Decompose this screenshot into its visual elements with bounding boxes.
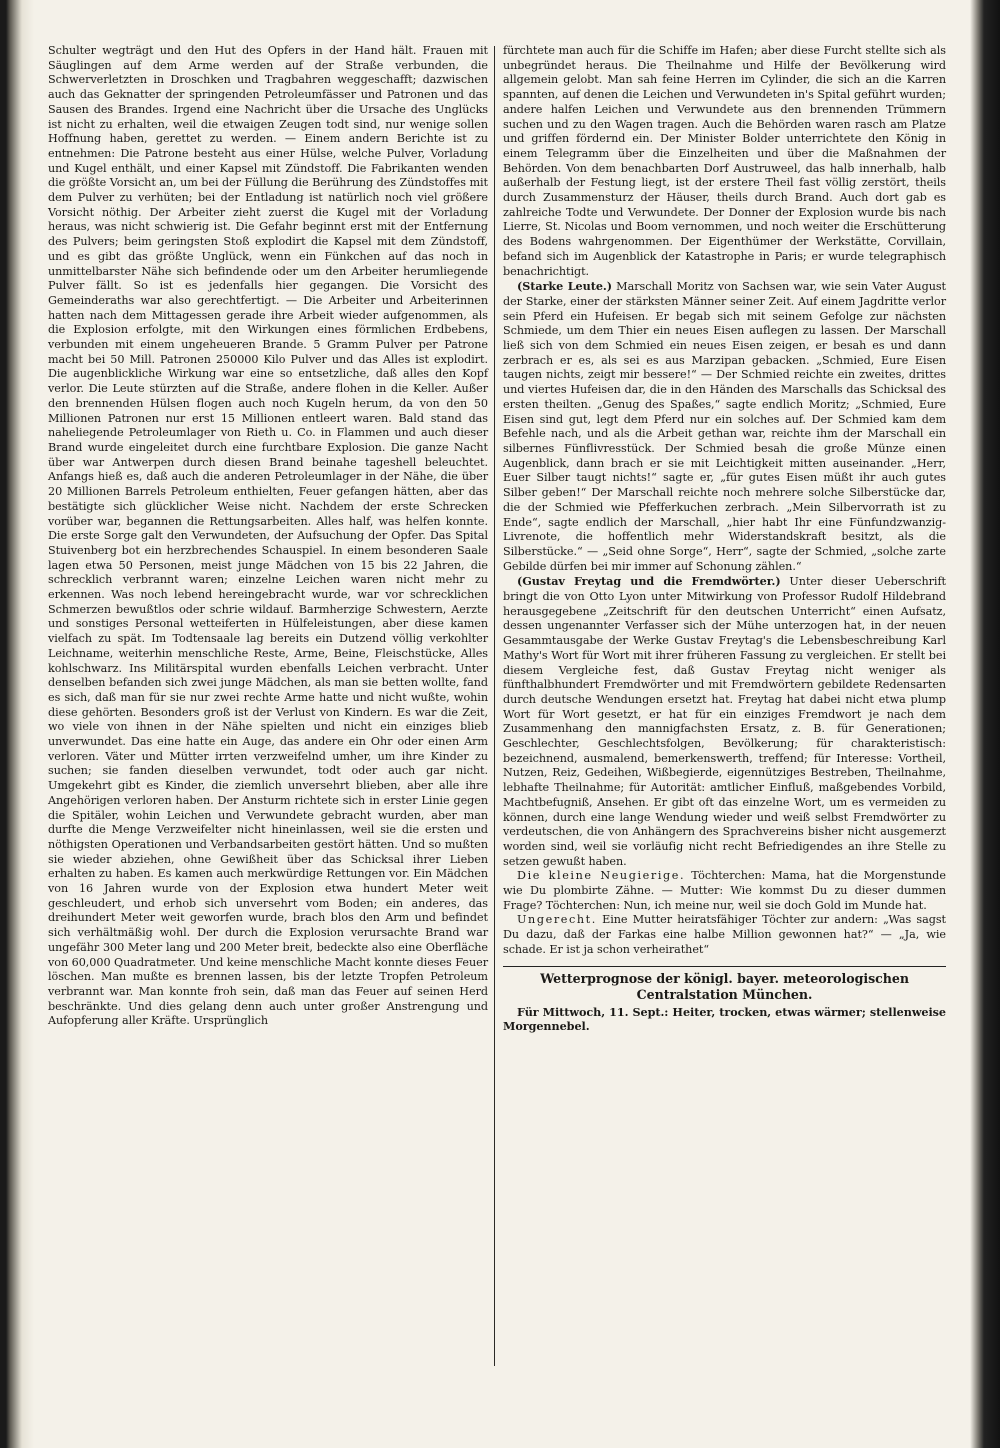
article-heading: (Gustav Freytag und die Fremdwörter.) xyxy=(517,574,781,589)
column-divider xyxy=(494,46,495,1366)
article-freytag-fremdwoerter xyxy=(503,574,946,869)
forecast-description: Heiter, trocken, etwas wärmer; stellenweise Morgennebel. xyxy=(503,1004,946,1034)
article-heading: (Starke Leute.) xyxy=(517,279,612,294)
forecast-title: Wetterprognose der königl. bayer. meteorologischen Centralstation München. xyxy=(540,970,909,1002)
scan-edge-right xyxy=(970,0,1000,1448)
left-column-paragraph: Schulter wegträgt und den Hut des Opfers in der Hand hält. Frauen mit Säuglingen auf dem Arme werden auf der Straße verbunden, die Schwerverletzten in Droschken und Tragbahren weggeschafft; dazwischen auch das Geknatter der springenden Petroleumfässer und Patronen und das Sausen des Brandes. Irgend eine Nachricht über die Ursache des Unglücks ist nicht zu erhalten, weil die etwaigen Zeugen todt sind, nur wenige sollen Hoffnung haben, gerettet zu werden. — Einem andern Berichte ist zu entnehmen: Die Patrone besteht aus einer Hülse, welche Pulver, Vorladung und Kugel enthält, und einer Kapsel mit Zündstoff. Die Fabrikanten wenden die größte Vorsicht an, um bei der Füllung die Berührung des Zündstoffes mit dem Pulver zu verhüten; bei der Entladung ist natürlich noch viel größere Vorsicht nöthig. Der Arbeiter zieht zuerst die Kugel mit der Vorladung heraus, was nicht schwierig ist. Die Gefahr beginnt erst mit der Entfernung des Pulvers; beim geringsten Stoß explodirt die Kapsel mit dem Zündstoff, und es gibt das größte Unglück, wenn ein Fünkchen auf das noch in unmittelbarster Nähe sich befindende oder um den Arbeiter herumliegende Pulver fällt. So ist es jedenfalls hier gegangen. Die Vorsicht des Gemeinderaths war also gerechtfertigt. — Die Arbeiter und Arbeiterinnen hatten nach dem Mittagessen gerade ihre Arbeit wieder aufgenommen, als die Explosion erfolgte, mit den Wirkungen eines förmlichen Erdbebens, verbunden mit einem ungeheueren Brande. 5 Gramm Pulver per Patrone macht bei 50 Mill. Patronen 250000 Kilo Pulver und das Alles ist explodirt. Die augenblickliche Wirkung war eine so entsetzliche, daß alles den Kopf verlor. Die Leute stürzten auf die Straße, andere flohen in die Keller. Außer den brennenden Hülsen flogen auch noch Kugeln herum, da von den 50 Millionen Patronen nur erst 15 Millionen entleert waren. Bald stand das naheliegende Petroleumlager von Rieth u. Co. in Flammen und auch dieser Brand wurde eingeleitet durch eine furchtbare Explosion. Die ganze Nacht über war Antwerpen durch diesen Brand beinahe tageshell beleuchtet. Anfangs hieß es, daß auch die anderen Petroleumlager in der Nähe, die über 20 Millionen Barrels Petroleum enthielten, Feuer gefangen hätten, aber das bestätigte sich glücklicher Weise nicht. Nachdem der erste Schrecken vorüber war, begannen die Rettungsarbeiten. Alles half, was helfen konnte. Die erste Sorge galt den Verwundeten, der Aufsuchung der Opfer. Das Spital Stuivenberg bot ein herzbrechendes Schauspiel. In einem besonderen Saale lagen etwa 50 Personen, meist junge Mädchen von 15 bis 22 Jahren, die schrecklich verbrannt waren; einzelne Leichen waren nicht mehr zu erkennen. Was noch lebend hereingebracht wurde, war vor schrecklichen Schmerzen bewußtlos oder schrie wildauf. Barmherzige Schwestern, Aerzte und sonstiges Personal wetteiferten in Hülfeleistungen, aber diese kamen vielfach zu spät. Im Todtensaale lag bereits ein Dutzend völlig verkohlter Leichname, weiterhin menschliche Reste, Arme, Beine, Fleischstücke, Alles kohlschwarz. Ins Militärspital wurden ebenfalls Leichen verbracht. Unter denselben befanden sich zwei junge Mädchen, als man sie betten wollte, fand es sich, daß man für sie nur zwei rechte Arme hatte und nicht wußte, wohin diese gehörten. Besonders groß ist der Verlust von Kindern. Es war die Zeit, wo viele von ihnen in der Nähe spielten und nicht ein einziges blieb unverwundet. Das eine hatte ein Auge, das andere ein Ohr oder einen Arm verloren. Väter und Mütter irrten verzweifelnd umher, um ihre Kinder zu suchen; sie fanden dieselben verwundet, todt oder auch gar nicht. Umgekehrt gibt es Kinder, die ziemlich unversehrt blieben, aber alle ihre Angehörigen verloren haben. Der Ansturm richtete sich in erster Linie gegen die Spitäler, wohin Leichen und Verwundete gebracht wurden, aber man durfte die Menge Verzweifelter nicht hineinlassen, weil sie die ersten und nöthigsten Operationen und Verbandsarbeiten gestört hätten. Und so mußten sie wieder abziehen, ohne Gewißheit über das Schicksal ihrer Lieben erhalten zu haben. Es kamen auch merkwürdige Rettungen vor. Ein Mädchen von 16 Jahren wurde von der Explosion etwa hundert Meter weit geschleudert, und erhob sich unversehrt vom Boden; ein anderes, das dreihundert Meter weit geworfen wurde, brach blos den Arm und befindet sich verhältmäßig wohl. Der durch die Explosion verursachte Brand war ungefähr 300 Meter lang und 200 Meter breit, bedeckte also eine Oberfläche von 60,000 Quadratmeter. Und keine menschliche Macht konnte dieses Feuer löschen. Man mußte es brennen lassen, bis der letzte Tropfen Petroleum verbrannt war. Man konnte froh sein, daß man das Feuer auf seinen Herd beschränkte. Und dies gelang denn auch unter großer Anstrengung und Aufopferung aller Kräfte. Ursprünglich xyxy=(48,44,488,1028)
scan-edge-left xyxy=(0,0,34,1448)
article-starke-leute xyxy=(503,279,946,574)
right-continuation-paragraph: fürchtete man auch für die Schiffe im Hafen; aber diese Furcht stellte sich als unbegründet heraus. Die Theilnahme und Hilfe der Bevölkerung wird allgemein gelobt. Man sah feine Herren im Cylinder, die sich an die Karren spannten, auf denen die Leichen und Verwundeten in's Spital geführt wurden; andere halfen Leichen und Verwundete aus den brennenden Trümmern suchen und zu den Wagen tragen. Auch die Behörden waren rasch am Platze und griffen fördernd ein. Der Minister Bolder unterrichtete den König in einem Telegramm über die Einzelheiten und über die Maßnahmen der Behörden. Von dem benachbarten Dorf Austruweel, das halb innerhalb, halb außerhalb der Festung liegt, ist der erstere Theil fast völlig zerstört, theils durch Zusammensturz der Häuser, theils durch Brand. Auch dort gab es zahlreiche Todte und Verwundete. Der Donner der Explosion wurde bis nach Lierre, St. Nicolas und Boom vernommen, und noch weiter die Erschütterung des Bodens wahrgenommen. Der Eigenthümer der Werkstätte, Corvillain, befand sich im Augenblick der Katastrophe in Paris; er wurde telegraphisch benachrichtigt. xyxy=(503,44,946,278)
article-body: Marschall Moritz von Sachsen war, wie sein Vater August der Starke, einer der stärksten Männer seiner Zeit. Auf einem Jagdritte verlor sein Pferd ein Hufeisen. Er begab sich mit seinem Gefolge zur nächsten Schmiede, um dem Thier ein neues Eisen auflegen zu lassen. Der Marschall ließ sich von dem Schmied ein neues Eisen zeigen, er besah es und dann zerbrach er es, als sei es aus Marzipan gebacken. „Schmied, Eure Eisen taugen nichts, zeigt mir bessere!“ — Der Schmied reichte ein zweites, drittes und viertes Hufeisen dar, die in den Händen des Marschalls das Schicksal des ersten theilten. „Genug des Spaßes,“ sagte endlich Moritz; „Schmied, Eure Eisen sind gut, legt dem Pferd nur ein solches auf. Der Schmied kam dem Befehle nach, und als die Arbeit gethan war, reichte ihm der Marschall ein silbernes Fünflivresstück. Der Schmied besah die große Münze einen Augenblick, dann brach er sie mit Leichtigkeit mitten auseinander. „Herr, Euer Silber taugt nichts!“ sagte er, „für gutes Eisen müßt ihr auch gutes Silber geben!“ Der Marschall reichte noch mehrere solche Silberstücke dar, die der Schmied wie Pfefferkuchen zerbrach. „Mein Silbervorrath ist zu Ende“, sagte endlich der Marschall, „hier habt Ihr eine Fünfundzwanzig-Livrenote, die hoffentlich mehr Widerstandskraft besitzt, als die Silberstücke.“ — „Seid ohne Sorge“, Herr“, sagte der Schmied, „solche zarte Gebilde dürfen bei mir immer auf Schonung zählen.“ xyxy=(503,280,946,573)
article-heading: Ungerecht. xyxy=(517,913,597,927)
article-body: Eine Mutter heiratsfähiger Töchter zur andern: „Was sagst Du dazu, daß der Farkas eine halbe Million gewonnen hat?“ — „Ja, wie schade. Er ist ja schon verheirathet“ xyxy=(503,913,946,956)
article-ungerecht xyxy=(503,913,946,957)
article-body: Unter dieser Ueberschrift bringt die von Otto Lyon unter Mitwirkung von Professor Rudolf Hildebrand herausgegebene „Zeitschrift für den deutschen Unterricht“ einen Aufsatz, dessen ungenannter Verfasser sich der Mühe unterzogen hat, in der neuen Gesammtausgabe der Werke Gustav Freytag's die Lebensbeschreibung Karl Mathy's Wort für Wort mit ihrer früheren Fassung zu vergleichen. Er stellt bei diesem Vergleiche fest, daß Gustav Freytag nicht weniger als fünfthalbhundert Fremdwörter und mit Fremdwörtern gebildete Redensarten durch deutsche Wendungen ersetzt hat. Freytag hat dabei nicht etwa plump Wort für Wort gesetzt, er hat für ein einziges Fremdwort je nach dem Zusammenhang den mannigfachsten Ersatz, z. B. für Generationen; Geschlechter, Geschlechtsfolgen, Bevölkerung; für charakteristisch: bezeichnend, ausmalend, bemerkenswerth, treffend; für Interesse: Vortheil, Nutzen, Reiz, Gedeihen, Wißbegierde, eigennütziges Bestreben, Theilnahme, lebhafte Theilnahme; für Autorität: amtlicher Einfluß, maßgebendes Vorbild, Machtbefugniß, Ansehen. Er gibt oft das einzelne Wort, um es vermeiden zu können, durch eine lange Wendung wieder und weiß selbst Fremdwörter zu verdeutschen, die von Anhängern des Sprachvereins bisher nicht ausgemerzt worden sind, weil sie vorläufig nicht recht Befriedigendes an ihre Stelle zu setzen gewußt haben. xyxy=(503,575,946,868)
forecast-divider xyxy=(503,966,946,967)
article-body: Töchterchen: Mama, hat die Morgenstunde wie Du plombirte Zähne. — Mutter: Wie kommst Du zu dieser dummen Frage? Töchterchen: Nun, ich meine nur, weil sie doch Gold im Munde hat. xyxy=(503,869,946,912)
forecast-text xyxy=(503,1005,946,1034)
left-column xyxy=(48,44,488,1384)
article-kleine-neugierige xyxy=(503,869,946,913)
right-column xyxy=(503,44,946,1384)
article-heading: Die kleine Neugierige. xyxy=(517,869,686,883)
forecast-label: Für Mittwoch, 11. Sept.: xyxy=(517,1004,669,1019)
